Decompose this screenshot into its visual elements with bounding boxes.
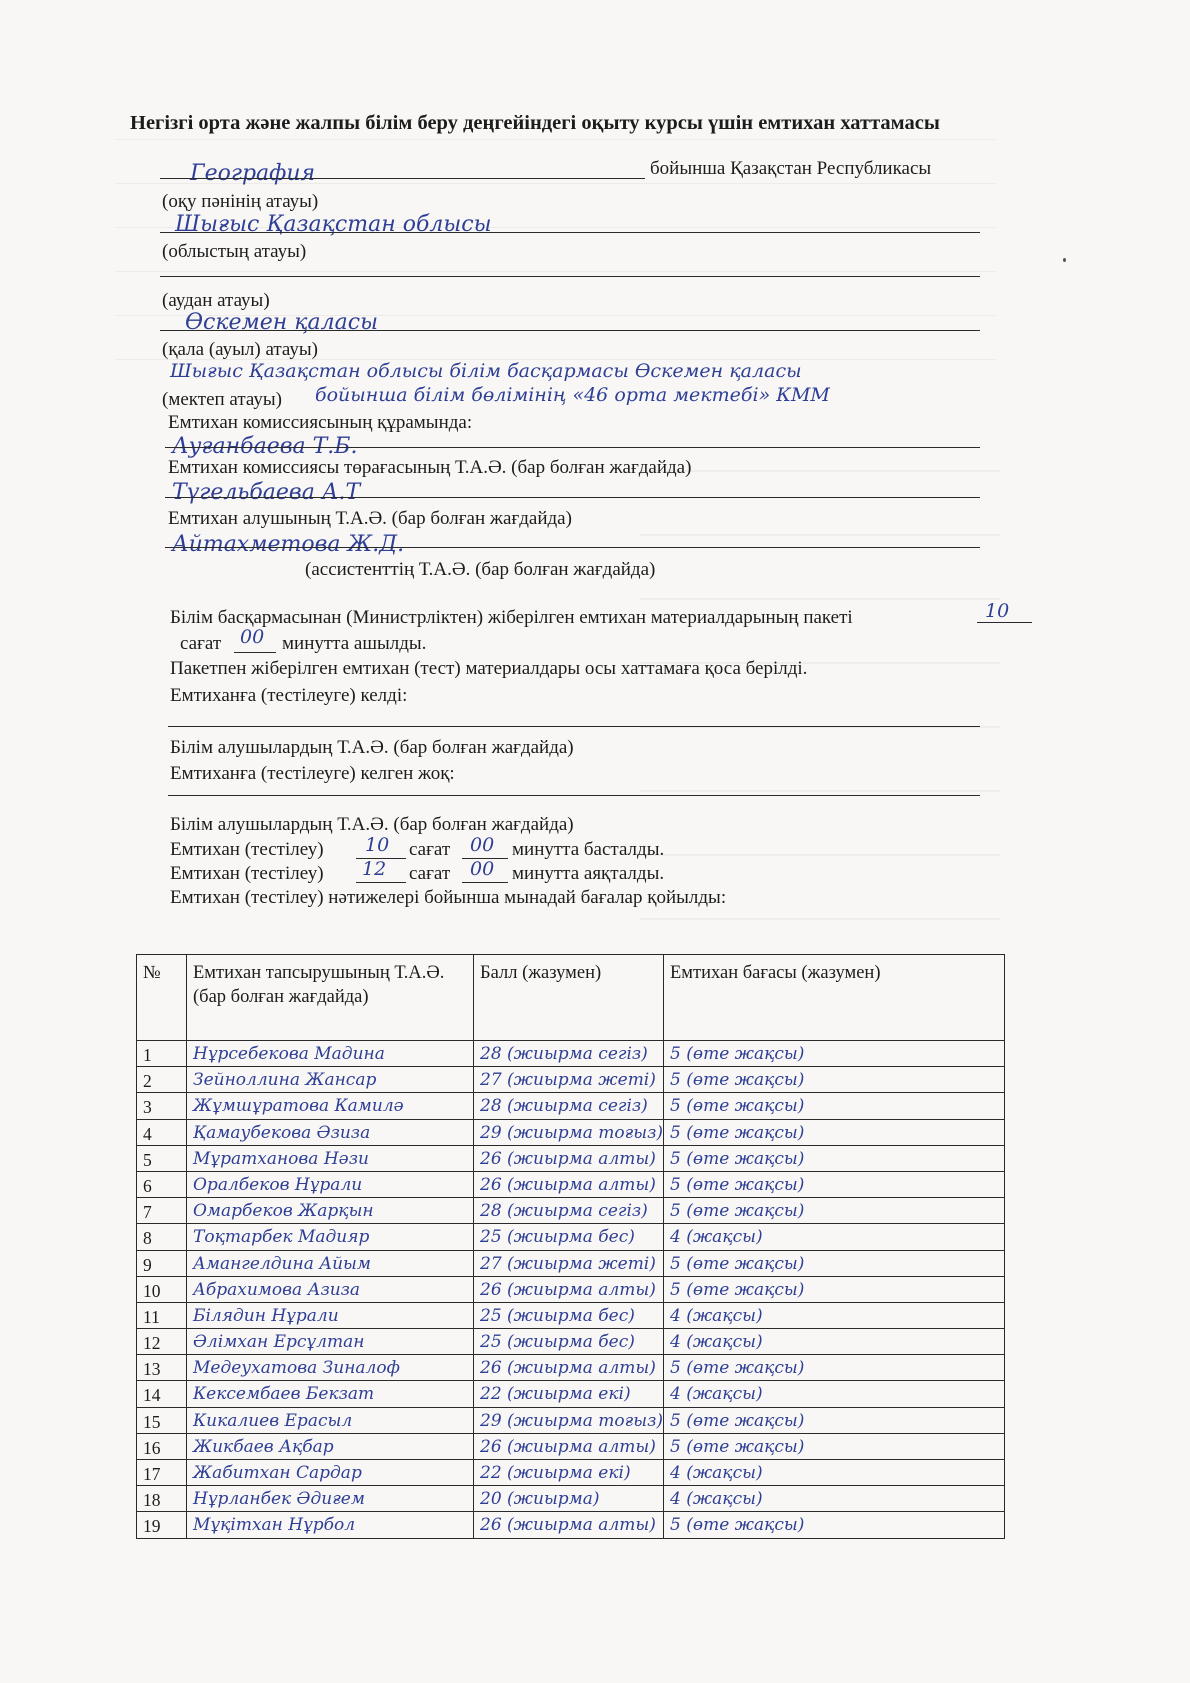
score-in-words: 25 (жиырма бес) xyxy=(474,1224,664,1250)
grade-in-words: 4 (жақсы) xyxy=(664,1381,1005,1407)
document-title: Негізгі орта және жалпы білім беру деңгейіндегі оқыту курсы үшін емтихан хаттамасы xyxy=(130,112,940,134)
student-name: Жұмшұратова Камилә xyxy=(187,1093,474,1119)
row-number: 4 xyxy=(137,1119,187,1145)
results-table-body xyxy=(137,1041,1005,1539)
student-name: Жабитхан Сардар xyxy=(187,1460,474,1486)
district-label: (аудан атауы) xyxy=(162,290,270,311)
student-name: Қамаубекова Әзиза xyxy=(187,1119,474,1145)
end-hour-underline xyxy=(356,882,406,883)
start-hour-word: сағат xyxy=(409,839,451,860)
row-number: 11 xyxy=(137,1302,187,1328)
table-row xyxy=(137,1381,1005,1407)
examiner-underline xyxy=(165,497,980,498)
student-name: Зейноллина Жансар xyxy=(187,1067,474,1093)
table-row xyxy=(137,1276,1005,1302)
student-name: Оралбеков Нұрали xyxy=(187,1171,474,1197)
table-row xyxy=(137,1093,1005,1119)
start-suffix: минутта басталды. xyxy=(512,839,665,860)
end-hour-word: сағат xyxy=(409,863,451,884)
row-number: 18 xyxy=(137,1486,187,1512)
end-minute-value: 00 xyxy=(470,858,495,880)
package-hour-underline xyxy=(977,622,1032,623)
row-number: 19 xyxy=(137,1512,187,1538)
student-name: Мұратханова Нәзи xyxy=(187,1145,474,1171)
came-sublabel: Білім алушылардың Т.А.Ә. (бар болған жағдайда) xyxy=(170,737,574,758)
grade-in-words: 4 (жақсы) xyxy=(664,1224,1005,1250)
assistant-label: (ассистенттің Т.А.Ә. (бар болған жағдайда) xyxy=(305,559,656,580)
column-header-name: Емтихан тапсырушының Т.А.Ә. (бар болған жағдайда) xyxy=(187,955,474,1041)
row-number: 13 xyxy=(137,1355,187,1381)
table-row xyxy=(137,1512,1005,1538)
came-underline xyxy=(168,726,980,727)
row-number: 15 xyxy=(137,1407,187,1433)
table-row xyxy=(137,1198,1005,1224)
package-minute-word: минутта ашылды. xyxy=(282,633,427,654)
city-value: Өскемен қаласы xyxy=(185,310,379,335)
grade-in-words: 5 (өте жақсы) xyxy=(664,1355,1005,1381)
score-in-words: 29 (жиырма тоғыз) xyxy=(474,1119,664,1145)
score-in-words: 22 (жиырма екі) xyxy=(474,1381,664,1407)
score-in-words: 25 (жиырма бес) xyxy=(474,1302,664,1328)
score-in-words: 26 (жиырма алты) xyxy=(474,1276,664,1302)
table-row xyxy=(137,1250,1005,1276)
table-row xyxy=(137,1224,1005,1250)
start-prefix: Емтихан (тестілеу) xyxy=(170,839,324,860)
chair-underline xyxy=(165,447,980,448)
table-row xyxy=(137,1486,1005,1512)
grade-in-words: 4 (жақсы) xyxy=(664,1329,1005,1355)
score-in-words: 25 (жиырма бес) xyxy=(474,1329,664,1355)
package-minute-value: 00 xyxy=(240,626,265,648)
student-name: Нұрсебекова Мадина xyxy=(187,1041,474,1067)
city-label: (қала (ауыл) атауы) xyxy=(162,339,318,360)
grade-in-words: 4 (жақсы) xyxy=(664,1486,1005,1512)
column-header-number: № xyxy=(137,955,187,1041)
absent-underline xyxy=(168,795,980,796)
table-row xyxy=(137,1119,1005,1145)
student-name: Медеухатова Зиналоф xyxy=(187,1355,474,1381)
row-number: 16 xyxy=(137,1433,187,1459)
school-label: (мектеп атауы) xyxy=(162,389,282,410)
grade-in-words: 5 (өте жақсы) xyxy=(664,1041,1005,1067)
commission-intro: Емтихан комиссиясының құрамында: xyxy=(168,412,473,433)
city-underline xyxy=(160,330,980,331)
chair-value: Ауғанбаева Т.Б. xyxy=(172,434,358,459)
region-underline xyxy=(160,232,980,233)
row-number: 14 xyxy=(137,1381,187,1407)
table-row xyxy=(137,1355,1005,1381)
row-number: 1 xyxy=(137,1041,187,1067)
score-in-words: 28 (жиырма сегіз) xyxy=(474,1198,664,1224)
results-intro: Емтихан (тестілеу) нәтижелері бойынша мынадай бағалар қойылды: xyxy=(170,887,727,908)
bleed-through-shadow xyxy=(640,440,1000,920)
start-minute-value: 00 xyxy=(470,834,495,856)
table-row xyxy=(137,1302,1005,1328)
region-label: (облыстың атауы) xyxy=(162,241,307,262)
student-name: Кексембаев Бекзат xyxy=(187,1381,474,1407)
student-name: Жикбаев Ақбар xyxy=(187,1433,474,1459)
start-hour-value: 10 xyxy=(365,834,390,856)
score-in-words: 26 (жиырма алты) xyxy=(474,1355,664,1381)
row-number: 9 xyxy=(137,1250,187,1276)
student-name: Әлімхан Ерсұлтан xyxy=(187,1329,474,1355)
row-number: 10 xyxy=(137,1276,187,1302)
student-name: Омарбеков Жарқын xyxy=(187,1198,474,1224)
grade-in-words: 4 (жақсы) xyxy=(664,1460,1005,1486)
table-row xyxy=(137,1407,1005,1433)
grade-in-words: 5 (өте жақсы) xyxy=(664,1093,1005,1119)
school-value-line1: Шығыс Қазақстан облысы білім басқармасы Өскемен қаласы xyxy=(170,360,802,382)
package-hour-word: сағат xyxy=(180,633,222,654)
score-in-words: 26 (жиырма алты) xyxy=(474,1171,664,1197)
package-text: Білім басқармасынан (Министрліктен) жіберілген емтихан материалдарының пакеті xyxy=(170,607,853,628)
score-in-words: 28 (жиырма сегіз) xyxy=(474,1093,664,1119)
package-minute-underline xyxy=(234,652,276,653)
table-row xyxy=(137,1329,1005,1355)
subject-suffix: бойынша Қазақстан Республикасы xyxy=(650,158,932,179)
absent-label: Емтиханға (тестілеуге) келген жоқ: xyxy=(170,763,455,784)
assistant-underline xyxy=(165,547,980,548)
district-underline xyxy=(160,276,980,277)
grade-in-words: 5 (өте жақсы) xyxy=(664,1198,1005,1224)
grade-in-words: 5 (өте жақсы) xyxy=(664,1407,1005,1433)
student-name: Кикалиев Ерасыл xyxy=(187,1407,474,1433)
column-header-score: Балл (жазумен) xyxy=(474,955,664,1041)
column-header-grade: Емтихан бағасы (жазумен) xyxy=(664,955,1005,1041)
student-name: Тоқтарбек Мадияр xyxy=(187,1224,474,1250)
grade-in-words: 5 (өте жақсы) xyxy=(664,1512,1005,1538)
subject-underline xyxy=(160,178,645,179)
score-in-words: 26 (жиырма алты) xyxy=(474,1512,664,1538)
chair-label: Емтихан комиссиясы төрағасының Т.А.Ә. (бар болған жағдайда) xyxy=(168,457,692,478)
row-number: 7 xyxy=(137,1198,187,1224)
package-hour-value: 10 xyxy=(985,600,1010,622)
assistant-value: Айтахметова Ж.Д. xyxy=(172,532,405,557)
score-in-words: 27 (жиырма жеті) xyxy=(474,1067,664,1093)
table-row xyxy=(137,1041,1005,1067)
table-row xyxy=(137,1171,1005,1197)
absent-sublabel: Білім алушылардың Т.А.Ә. (бар болған жағдайда) xyxy=(170,814,574,835)
end-prefix: Емтихан (тестілеу) xyxy=(170,863,324,884)
row-number: 17 xyxy=(137,1460,187,1486)
row-number: 2 xyxy=(137,1067,187,1093)
score-in-words: 26 (жиырма алты) xyxy=(474,1433,664,1459)
materials-attached-text: Пакетпен жіберілген емтихан (тест) материалдары осы хаттамаға қоса берілді. xyxy=(170,658,808,679)
grade-in-words: 5 (өте жақсы) xyxy=(664,1171,1005,1197)
grade-in-words: 5 (өте жақсы) xyxy=(664,1067,1005,1093)
score-in-words: 29 (жиырма тоғыз) xyxy=(474,1407,664,1433)
came-label: Емтиханға (тестілеуге) келді: xyxy=(170,685,408,706)
grade-in-words: 5 (өте жақсы) xyxy=(664,1433,1005,1459)
score-in-words: 22 (жиырма екі) xyxy=(474,1460,664,1486)
table-row xyxy=(137,1145,1005,1171)
score-in-words: 20 (жиырма) xyxy=(474,1486,664,1512)
student-name: Абрахимова Азиза xyxy=(187,1276,474,1302)
results-table xyxy=(136,954,1005,1539)
end-minute-underline xyxy=(462,882,508,883)
examiner-label: Емтихан алушының Т.А.Ә. (бар болған жағдайда) xyxy=(168,508,572,529)
school-value-line2: бойынша білім бөлімінің «46 орта мектебі» КММ xyxy=(315,384,830,406)
examiner-value: Түгельбаева А.Т xyxy=(172,480,361,505)
grade-in-words: 4 (жақсы) xyxy=(664,1302,1005,1328)
row-number: 5 xyxy=(137,1145,187,1171)
ink-speck xyxy=(1063,258,1066,262)
row-number: 8 xyxy=(137,1224,187,1250)
table-row xyxy=(137,1460,1005,1486)
subject-label: (оқу пәнінің атауы) xyxy=(162,191,319,212)
row-number: 3 xyxy=(137,1093,187,1119)
end-hour-value: 12 xyxy=(362,858,387,880)
student-name: Білядин Нұрали xyxy=(187,1302,474,1328)
student-name: Нұрланбек Әдиғем xyxy=(187,1486,474,1512)
score-in-words: 26 (жиырма алты) xyxy=(474,1145,664,1171)
score-in-words: 27 (жиырма жеті) xyxy=(474,1250,664,1276)
table-row xyxy=(137,1433,1005,1459)
grade-in-words: 5 (өте жақсы) xyxy=(664,1119,1005,1145)
student-name: Амангелдина Айым xyxy=(187,1250,474,1276)
table-row xyxy=(137,1067,1005,1093)
grade-in-words: 5 (өте жақсы) xyxy=(664,1250,1005,1276)
student-name: Мұқітхан Нұрбол xyxy=(187,1512,474,1538)
region-value: Шығыс Қазақстан облысы xyxy=(175,212,492,237)
row-number: 6 xyxy=(137,1171,187,1197)
score-in-words: 28 (жиырма сегіз) xyxy=(474,1041,664,1067)
results-table-header-row xyxy=(137,955,1005,1041)
subject-value: География xyxy=(190,161,316,186)
end-suffix: минутта аяқталды. xyxy=(512,863,665,884)
grade-in-words: 5 (өте жақсы) xyxy=(664,1276,1005,1302)
row-number: 12 xyxy=(137,1329,187,1355)
grade-in-words: 5 (өте жақсы) xyxy=(664,1145,1005,1171)
